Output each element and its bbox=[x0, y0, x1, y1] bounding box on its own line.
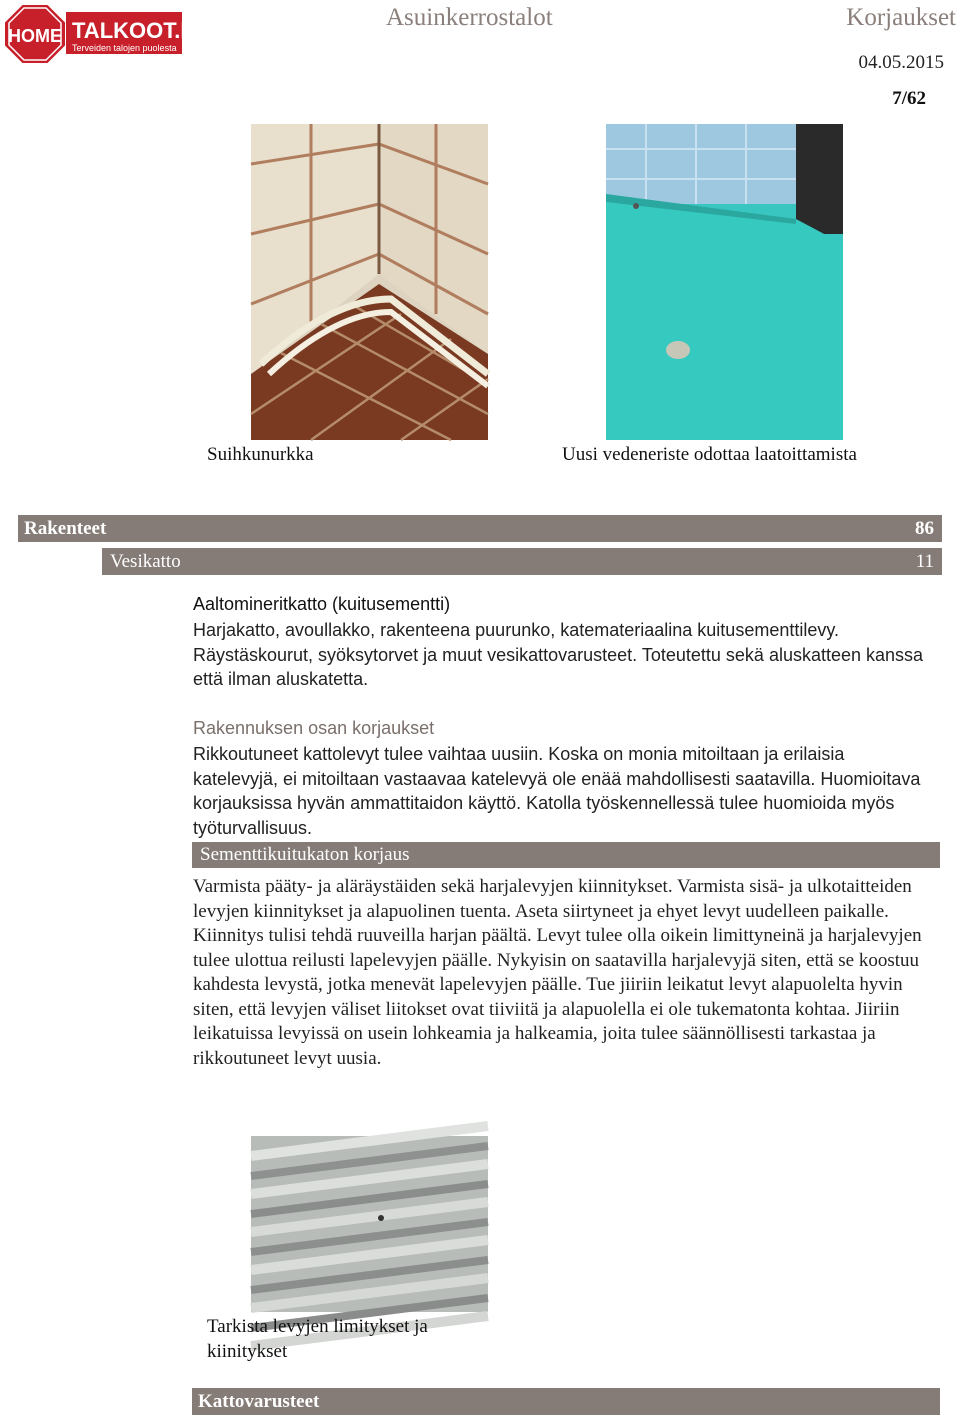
vesikatto-count: 11 bbox=[915, 551, 934, 572]
repairs-text: Rikkoutuneet kattolevyt tulee vaihtaa uusiin. Koska on monia mitoiltaan ja erilaisia katelevyjä, ei mitoiltaan vastaavaa katelevyä ole enää mahdollisesti saatavilla. Huomioitava korjauksissa hyvän ammattitaidon käyttö. Katolla työskennellessä tulee huomioida myös työturvallisuus. bbox=[193, 744, 921, 838]
section-bar-vesikatto bbox=[102, 548, 942, 575]
photo-caption-sheet-overlaps: Tarkista levyjen limitykset ja kiinitykset bbox=[207, 1316, 428, 1362]
section-bar-kattovarusteet bbox=[192, 1388, 940, 1415]
page-number: 7/62 bbox=[892, 88, 926, 109]
svg-text:Terveiden talojen puolesta: Terveiden talojen puolesta bbox=[72, 43, 177, 53]
rakenteet-label: Rakenteet bbox=[24, 518, 107, 539]
photo-caption-shower-corner: Suihkunurkka bbox=[207, 444, 314, 465]
header-section: Korjaukset bbox=[846, 4, 956, 31]
roof-description: Harjakatto, avoullakko, rakenteena puurunko, katemateriaalina kuitusementtilevy. Räystäskourut, syöksytorvet ja muut vesikattovarusteet. Toteutettu sekä aluskatteen kanssa että ilman aluskatetta. bbox=[193, 620, 924, 689]
repairs-subheading: Rakennuksen osan korjaukset bbox=[193, 718, 435, 738]
corrugated-roof-photo bbox=[251, 1136, 488, 1312]
shower-corner-photo bbox=[251, 124, 488, 440]
rakenteet-count: 86 bbox=[915, 518, 934, 539]
repair-instructions: Varmista pääty- ja aläräystäiden sekä harjalevyjen kiinnitykset. Varmista sisä- ja ulkotaitteiden levyjen kiinnitykset ja alapuolinen tuenta. Aseta siirtyneet ja ehyet levyt uudelleen paikalle. Kiinnitys tulisi tehdä ruuveilla harjan päältä. Levyt tulee olla oikein limittyneinä ja harjalevyjen tulee ulottua reilusti lapelevyjen päälle. Nykyisin on saatavilla harjalevyjä siten, että se koostuu kahdesta levystä, jotka menevät lapelevyjen päälle. Tue jiiriin leikatut levyt alapuolelta hyvin siten, että levyjen väliset liitokset ovat tiiviitä ja alapuolella ei ole tukematonta kohtaa. Jiiriin leikatuissa levyissä on usein lohkeamia ja halkeamia, joita tulee säännöllisesti tarkastaa ja rikkoutuneet levyt uusia. bbox=[193, 876, 922, 1069]
section-bar-sementtikuitukaton-korjaus bbox=[192, 842, 940, 868]
section-bar-rakenteet bbox=[18, 515, 942, 542]
header-date: 04.05.2015 bbox=[858, 52, 944, 73]
roof-type-title: Aaltomineritkatto (kuitusementti) bbox=[193, 594, 451, 614]
kattovarusteet-label: Kattovarusteet bbox=[198, 1391, 320, 1412]
header-category: Asuinkerrostalot bbox=[386, 4, 553, 31]
svg-text:HOME: HOME bbox=[8, 26, 62, 46]
sementti-label: Sementtikuitukaton korjaus bbox=[200, 844, 410, 865]
photo-caption-waterproofing: Uusi vedeneriste odottaa laatoittamista bbox=[562, 444, 857, 465]
hometalkoot-logo[interactable] bbox=[4, 2, 200, 64]
vesikatto-label: Vesikatto bbox=[110, 551, 181, 572]
svg-text:TALKOOT.FI: TALKOOT.FI bbox=[72, 18, 200, 43]
waterproofed-floor-photo bbox=[606, 124, 843, 440]
